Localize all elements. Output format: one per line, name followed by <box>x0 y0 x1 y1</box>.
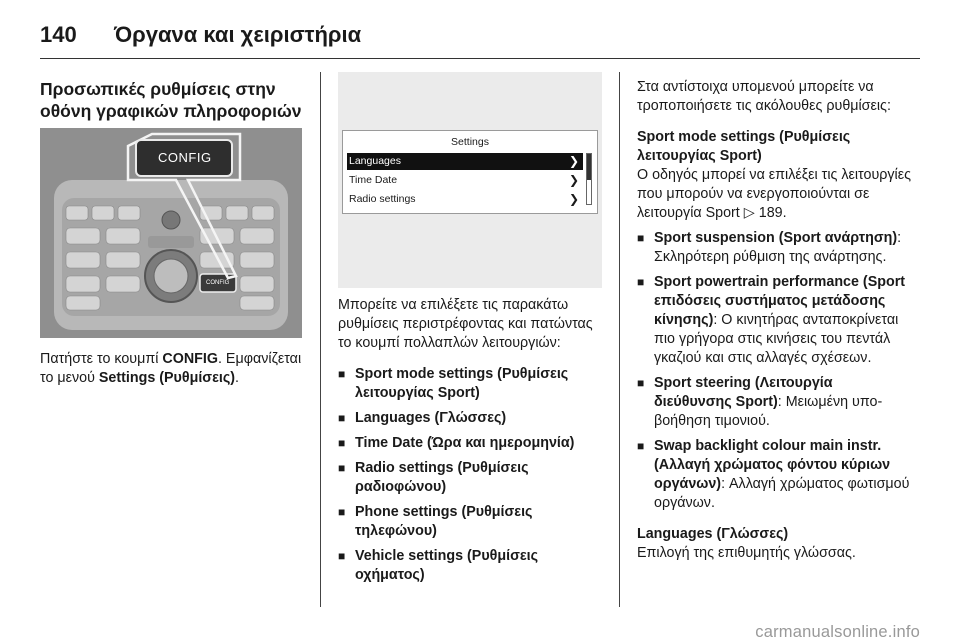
page-header <box>40 22 361 48</box>
list-item: ■ Sport powertrain performance (Sport επιδόσεις συστήματος μετάδοσης κίνησης): Ο κινητήρας ανταποκρίνεται πιο γρήγορα στις κινήσεις του πεντάλ γκαζιού και στις αλλαγές σχέσεων. <box>637 273 913 368</box>
column-divider-1 <box>320 72 321 607</box>
config-label-small: CONFIG <box>206 280 230 286</box>
settings-display <box>342 130 598 214</box>
page-number: 140 <box>40 22 77 47</box>
column-divider-2 <box>619 72 620 607</box>
sport-options-list <box>637 229 913 513</box>
intro-text: Στα αντίστοιχα υπομενού μπορείτε να τροποποιήσετε τις ακόλουθες ρυθμίσεις: <box>637 79 891 114</box>
menu-item-languages: Languages ❯ <box>347 153 583 170</box>
chevron-right-icon: ❯ <box>568 154 579 168</box>
menu-item-radio-settings: Radio settings ❯ <box>349 192 579 206</box>
watermark: carmanualsonline.info <box>755 623 920 641</box>
list-item: ■ Languages (Γλώσσες) <box>338 409 606 428</box>
header-divider <box>40 58 920 59</box>
list-item: ■ Phone settings (Ρυθμίσεις τηλεφώνου) <box>338 503 606 541</box>
instruction-text: Πατήστε το κουμπί CONFIG. Εμφανίζεται το μενού Settings (Ρυθμίσεις). <box>40 351 302 386</box>
settings-list <box>338 365 606 585</box>
column-1-text <box>40 350 310 400</box>
chevron-right-icon: ❯ <box>568 192 579 206</box>
sport-section: Sport mode settings (Ρυθμίσεις λειτουργίας Sport) Ο οδηγός μπορεί να επιλέξει τις λειτουργίες που μπορούν να ενεργοποιούνται σε λειτουργία Sport ▷ 189. <box>637 129 911 221</box>
list-item: ■ Sport suspension (Sport ανάρτηση): Σκληρότερη ρύθμιση της ανάρτησης. <box>637 229 913 267</box>
list-item: ■ Radio settings (Ρυθμίσεις ραδιοφώνου) <box>338 459 606 497</box>
display-title: Settings <box>451 136 489 148</box>
list-item: ■ Swap backlight colour main instr. (Αλλαγή χρώματος φόντου κύριων οργάνων): Αλλαγή χρώματος φωτισμού οργάνων. <box>637 437 913 513</box>
languages-section: Languages (Γλώσσες) Επιλογή της επιθυμητής γλώσσας. <box>637 526 856 561</box>
menu-item-time-date: Time Date ❯ <box>349 173 579 187</box>
section-heading: Προσωπικές ρυθμίσεις στην οθόνη γραφικών πληροφοριών <box>40 79 302 121</box>
config-label-large: CONFIG <box>158 150 212 165</box>
display-scrollbar <box>586 153 592 205</box>
chevron-right-icon: ❯ <box>568 173 579 187</box>
list-item: ■ Sport steering (Λειτουργία διεύθυνσης Sport): Μειωμένη υποβοήθηση τιμονιού. <box>637 374 913 431</box>
sport-heading: Sport mode settings (Ρυθμίσεις λειτουργίας Sport) <box>637 129 851 164</box>
page-title: Όργανα και χειριστήρια <box>114 22 362 47</box>
config-panel-photo <box>40 128 302 338</box>
column-3 <box>637 78 913 575</box>
list-item: ■ Sport mode settings (Ρυθμίσεις λειτουργίας Sport) <box>338 365 606 403</box>
page-ref-icon: ▷ <box>743 205 755 221</box>
intro-text: Μπορείτε να επιλέξετε τις παρακάτω ρυθμίσεις περιστρέφοντας και πατώντας το κουμπί πολλαπλών λειτουργιών: <box>338 297 593 351</box>
list-item: ■ Vehicle settings (Ρυθμίσεις οχήματος) <box>338 547 606 585</box>
languages-heading: Languages (Γλώσσες) <box>637 526 789 542</box>
column-1 <box>40 78 302 134</box>
list-item: ■ Time Date (Ώρα και ημερομηνία) <box>338 434 606 453</box>
column-2-text <box>338 296 606 591</box>
